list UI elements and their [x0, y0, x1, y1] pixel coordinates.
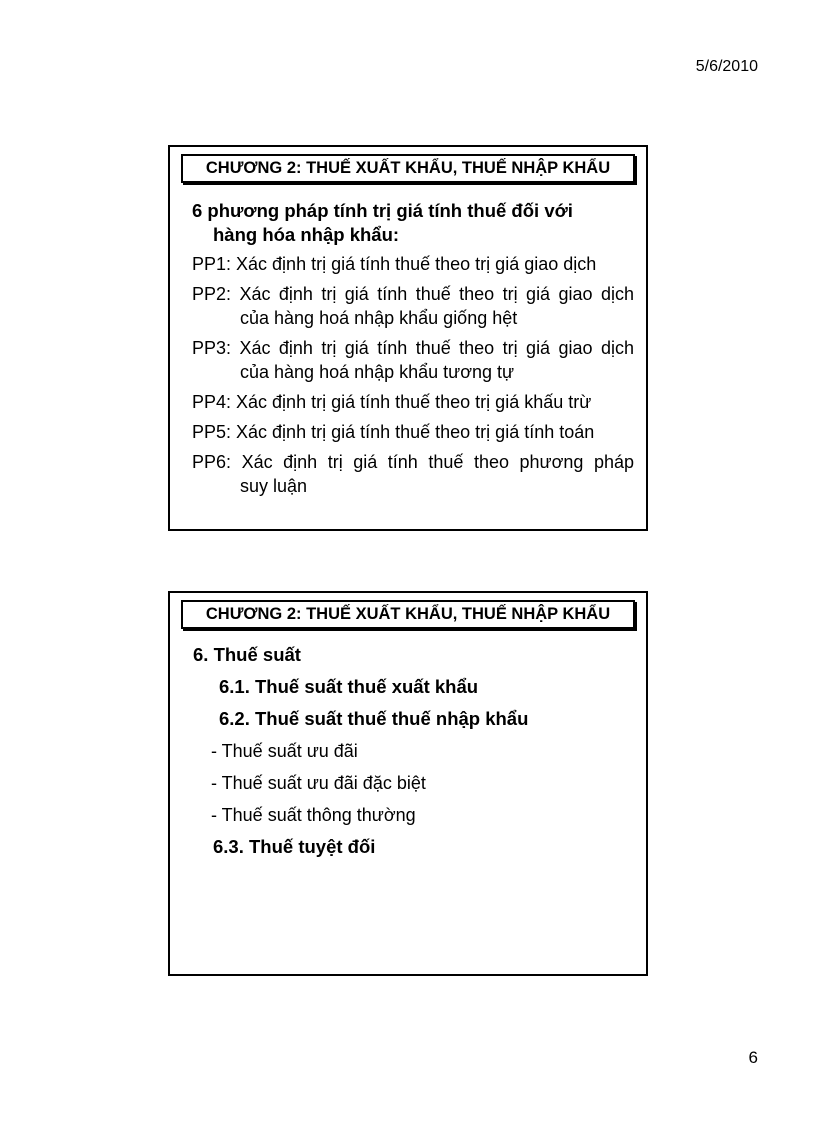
bullet-ordinary-rate: - Thuế suất thông thường	[211, 805, 416, 825]
method-text: PP2: Xác định trị giá tính thuế theo trị giá giao dịch	[192, 284, 634, 304]
subsection-import-rate: 6.2. Thuế suất thuế thuế nhập khẩu	[219, 708, 529, 729]
bullet-preferential-rate: - Thuế suất ưu đãi	[211, 741, 358, 761]
method-text: PP4: Xác định trị giá tính thuế theo trị giá khấu trừ	[192, 392, 592, 412]
method-item-pp3	[192, 336, 634, 384]
subsection-export-rate: 6.1. Thuế suất thuế xuất khẩu	[219, 676, 479, 697]
page-number: 6	[748, 1048, 758, 1067]
method-continuation: của hàng hoá nhập khẩu tương tự	[240, 362, 515, 382]
slide-tax-rates	[168, 591, 648, 976]
method-continuation: suy luận	[240, 476, 308, 496]
method-text: PP6: Xác định trị giá tính thuế theo phương pháp	[192, 452, 634, 472]
method-item-pp4	[192, 390, 634, 414]
slide-title: CHƯƠNG 2: THUẾ XUẤT KHẨU, THUẾ NHẬP KHẨU	[181, 600, 635, 629]
method-item-pp2	[192, 282, 634, 330]
slide-content	[192, 643, 634, 867]
method-item-pp6	[192, 450, 634, 498]
subsection-absolute-tax: 6.3. Thuế tuyệt đối	[213, 836, 376, 857]
slide-valuation-methods	[168, 145, 648, 531]
intro-heading	[192, 199, 634, 247]
method-item-pp5	[192, 420, 634, 444]
method-continuation: của hàng hoá nhập khẩu giống hệt	[240, 308, 518, 328]
intro-line-1: 6 phương pháp tính trị giá tính thuế đối với	[192, 200, 573, 221]
method-text: PP3: Xác định trị giá tính thuế theo trị giá giao dịch	[192, 338, 634, 358]
slide-title: CHƯƠNG 2: THUẾ XUẤT KHẨU, THUẾ NHẬP KHẨU	[181, 154, 635, 183]
intro-line-2: hàng hóa nhập khẩu:	[213, 224, 400, 245]
bullet-special-preferential-rate: - Thuế suất ưu đãi đặc biệt	[211, 773, 426, 793]
method-item-pp1	[192, 252, 634, 276]
page-date: 5/6/2010	[695, 58, 758, 75]
section-heading: 6. Thuế suất	[193, 644, 301, 665]
slide-content	[192, 199, 634, 504]
method-text: PP5: Xác định trị giá tính thuế theo trị giá tính toán	[192, 422, 595, 442]
method-text: PP1: Xác định trị giá tính thuế theo trị giá giao dịch	[192, 254, 597, 274]
